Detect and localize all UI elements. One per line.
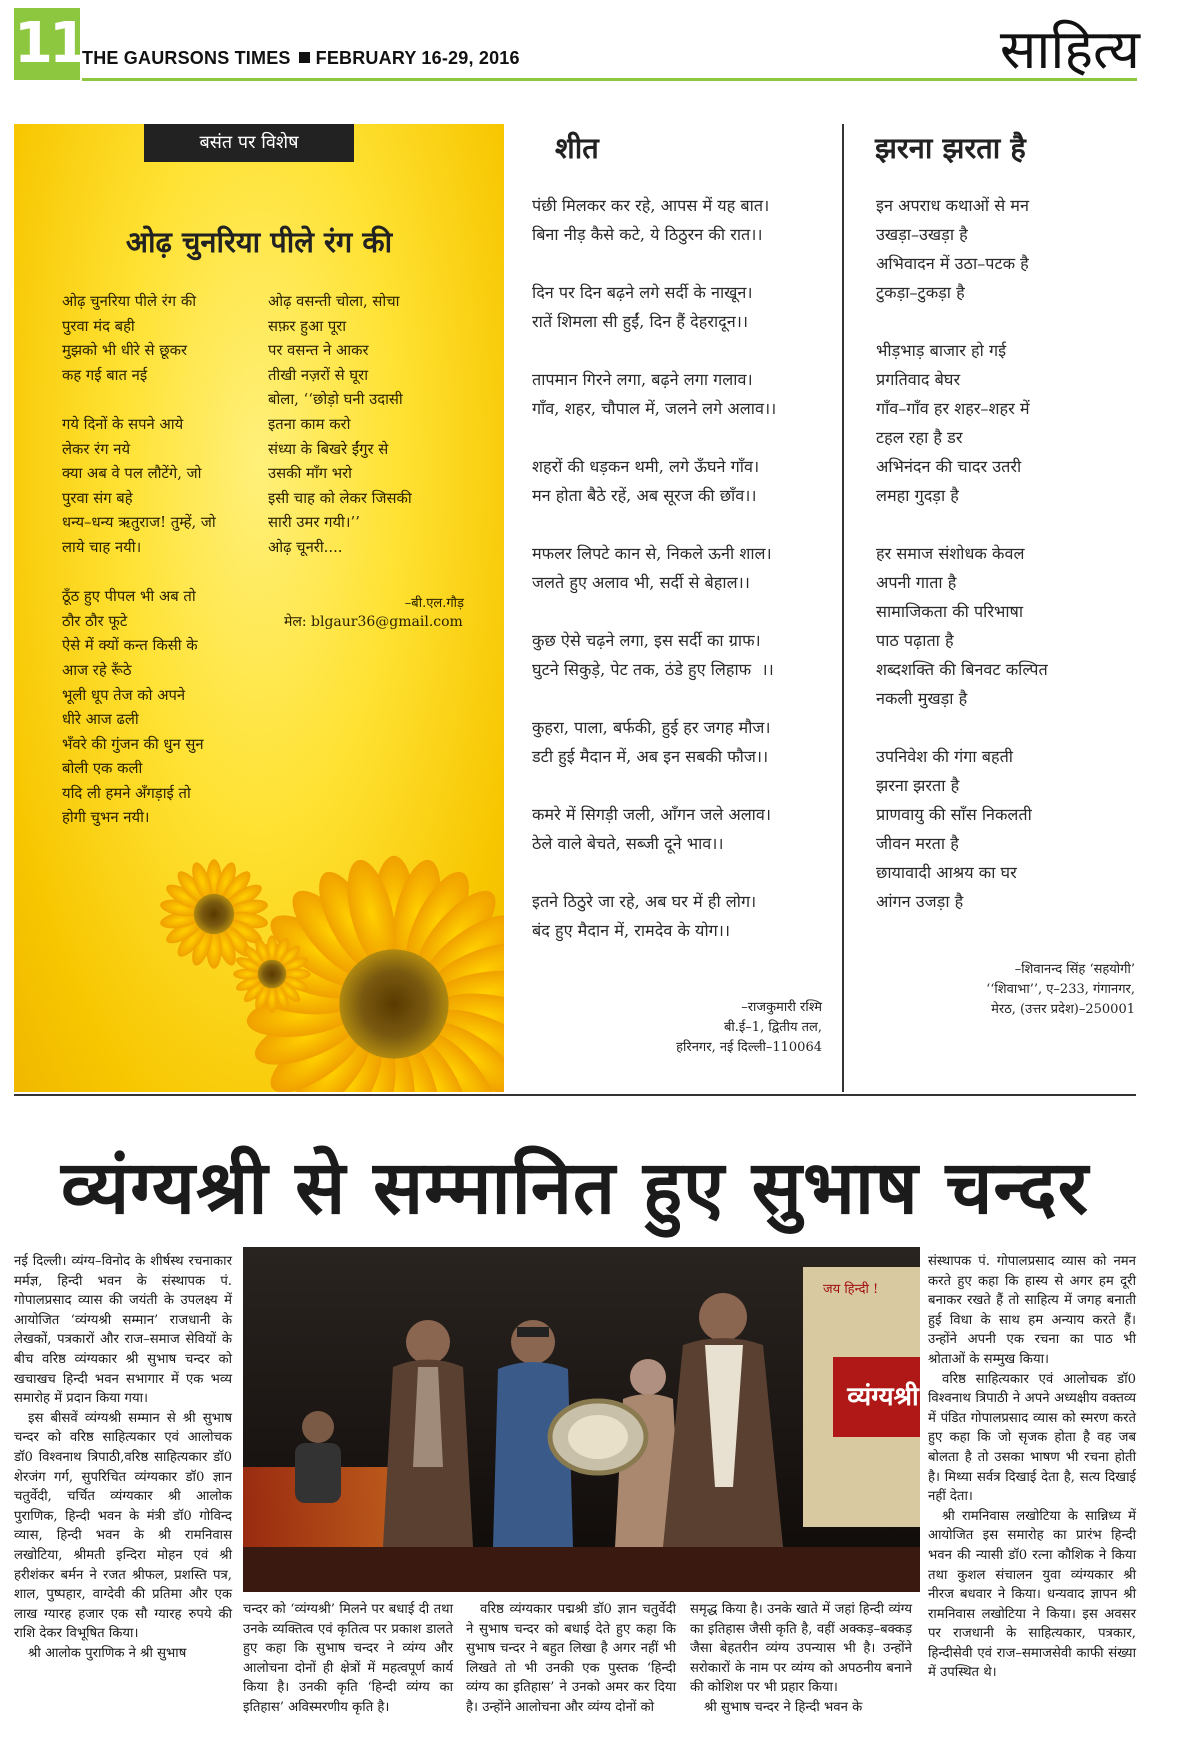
poem-line: गाँव, शहर, चौपाल में, जलने लगे अलाव।। (532, 399, 777, 418)
poem-line: मुझको भी धीरे से छूकर (62, 342, 188, 360)
poem-line: तापमान गिरने लगा, बढ़ने लगा गलाव। (532, 370, 753, 389)
stanza-break (532, 336, 776, 365)
article-para: संस्थापक पं. गोपालप्रसाद व्यास को नमन करते हुए कहा कि हास्य से अगर हम दूरी बनाकर रखते हैं तो साहित्य में जगह बनाती हुई विधा के साथ हम अन्याय करते हैं। उन्होंने अपनी एक रचना का पाठ भी श्रोताओं के सम्मुख किया। (928, 1254, 1136, 1367)
poem-title-jharna: झरना झरता है (875, 131, 1026, 165)
poem-line: –राजकुमारी रश्मि (741, 1000, 822, 1015)
photo-banner-text: व्यंग्यश्री (847, 1382, 919, 1412)
poem-line: नकली मुखड़ा है (876, 689, 968, 708)
stanza-break (532, 684, 776, 713)
masthead (82, 48, 520, 69)
poem-line: पाठ पढ़ाता है (876, 631, 954, 650)
poem-author: –बी.एल.गौड़ (404, 596, 464, 611)
poem-column-2 (268, 290, 412, 561)
masthead-title: THE GAURSONS TIMES (82, 48, 291, 68)
poem-line: घुटने सिकुड़े, पेट तक, ठंडे हुए लिहाफ ।। (532, 660, 774, 679)
stanza-break (876, 713, 1048, 742)
poem-line: हरिनगर, नई दिल्ली–110064 (676, 1040, 822, 1055)
poem-line: अभिनंदन की चादर उतरी (876, 457, 1022, 476)
header-rule (82, 78, 1137, 81)
article-para: श्री रामनिवास लखोटिया के सान्निध्य में आयोजित इस समारोह का प्रारंभ हिन्दी भवन की न्यासी डॉ0 रत्ना कौशिक ने किया तथा कुशल संचालन युवा व्यंग्यकार श्री नीरज बधवार ने किया। धन्यवाद ज्ञापन श्री रामनिवास लखोटिया ने किया। इस अवसर पर राजधानी के साहित्यकार, पत्रकार, हिन्दीसेवी एवं राज–समाजसेवी काफी संख्या में उपस्थित थे। (928, 1508, 1136, 1681)
poem-line: अभिवादन में उठा–पटक है (876, 254, 1029, 273)
poem-line: झरना झरता है (876, 776, 960, 795)
poem-credit-jharna (840, 960, 1135, 1020)
article-para: श्री सुभाष चन्दर ने हिन्दी भवन के (704, 1699, 863, 1715)
article-para: श्री आलोक पुराणिक ने श्री सुभाष (28, 1645, 187, 1661)
article-column-1 (14, 1252, 232, 1663)
poem-line: टुकड़ा–टुकड़ा है (876, 283, 965, 302)
poem-line: पर वसन्त ने आकर (268, 342, 369, 360)
poem-line: गाँव–गाँव हर शहर–शहर में (876, 399, 1030, 418)
article-para: समृद्ध किया है। उनके खाते में जहां हिन्दी व्यंग्य का इतिहास जैसी कृति है, वहीं अक्कड़–बक्कड़ जैसा बेहतरीन व्यंग्य उपन्यास भी है। उन्होंने सरोकारों के नाम पर व्यंग्य को अपठनीय बनाने की कोशिश पर भी प्रहार किया। (690, 1602, 912, 1696)
stanza-break (62, 388, 216, 413)
poem-line: ठौर ठौर फूटे (62, 612, 128, 630)
poem-line: धीरे आज ढली (62, 711, 139, 729)
poem-line: इसी चाह को लेकर जिसकी (268, 489, 412, 507)
article-column-4 (690, 1600, 912, 1718)
stanza-break (876, 510, 1048, 539)
poem-line: बी.ई–1, द्वितीय तल, (724, 1020, 822, 1035)
poem-line: उसकी माँग भरो (268, 465, 353, 483)
poem-line: लमहा गुदड़ा है (876, 486, 959, 505)
poem-line: सामाजिकता की परिभाषा (876, 602, 1024, 621)
poem-line: प्रगतिवाद बेघर (876, 370, 961, 389)
poem-line: रातें शिमला सी हुईं, दिन हैं देहरादून।। (532, 312, 749, 331)
poem-line: छायावादी आश्रय का घर (876, 863, 1017, 882)
stanza-break (532, 771, 776, 800)
masthead-date: FEBRUARY 16-29, 2016 (315, 48, 520, 68)
poem-line: ओढ़ चुनरिया पीले रंग की (62, 293, 197, 310)
article-para: चन्दर को ‘व्यंग्यश्री’ मिलने पर बधाई दी तथा उनके व्यक्तित्व एवं कृतित्व पर प्रकाश डालते हुए कहा कि सुभाष चन्दर ने व्यंग्य और आलोचना दोनों ही क्षेत्रों में महत्वपूर्ण कार्य किया है। उनकी कृति ‘हिन्दी व्यंग्य का इतिहास’ अविस्मरणीय कृति है। (243, 1602, 453, 1715)
stanza-break (532, 249, 776, 278)
article-para: वरिष्ठ साहित्यकार एवं आलोचक डॉ0 विश्वनाथ त्रिपाठी ने अपने अध्यक्षीय वक्तव्य में पंडित गोपालप्रसाद व्यास को स्मरण करते हुए कहा कि जो सृजक होता है वह जब बोलता है तो उसका भाषण भी रचना होती है। मिथ्या सर्वत्र दिखाई देता है, सत्य दिखाई नहीं देता। (928, 1371, 1136, 1505)
poem-line: आंगन उजड़ा है (876, 892, 964, 911)
poem-line: उखड़ा–उखड़ा है (876, 225, 968, 244)
stanza-break (532, 858, 776, 887)
poem-line: कुहरा, पाला, बर्फकी, हुई हर जगह मौज। (532, 718, 771, 737)
poem-line: गये दिनों के सपने आये (62, 415, 184, 433)
poem-line: उपनिवेश की गंगा बहती (876, 747, 1013, 766)
section-divider (14, 1094, 1136, 1096)
poem-panel-basant (14, 124, 504, 1092)
article-para: नई दिल्ली। व्यंग्य–विनोद के शीर्षस्थ रचनाकार मर्मज्ञ, हिन्दी भवन के संस्थापक पं. गोपालप्रसाद व्यास की जयंती के उपलक्ष्य में आयोजित ‘व्यंग्यश्री सम्मान’ राजधानी के लेखकों, पत्रकारों और राज–समाज सेवियों के बीच वरिष्ठ व्यंग्यकार श्री सुभाष चन्दर को खचाखच हिन्दी भवन सभागार में एक भव्य समारोह में प्रदान किया गया। (14, 1254, 232, 1407)
poem-line: बोली एक कली (62, 760, 143, 778)
poem-line: पुरवा संग बहे (62, 489, 133, 507)
poem-line: ठेले वाले बेचते, सब्जी दूने भाव।। (532, 834, 724, 853)
poem-line: भीड़भाड़ बाजार हो गई (876, 341, 1007, 360)
poem-line: सफ़र हुआ पूरा (268, 317, 347, 335)
award-photo (243, 1247, 920, 1592)
poem-credit-sheet (520, 998, 822, 1058)
poem-line: इतना काम करो (268, 415, 351, 433)
poem-line: मन होता बैठे रहें, अब सूरज की छाँव।। (532, 486, 757, 505)
poem-line: शहरों की धड़कन थमी, लगे ऊँघने गाँव। (532, 457, 760, 476)
poem-line: लेकर रंग नये (62, 440, 131, 458)
poem-author-email: मेल: blgaur36@gmail.com (284, 614, 463, 630)
poem-line: जीवन मरता है (876, 834, 959, 853)
poem-line: बिना नीड़ कैसे कटे, ये ठिठुरन की रात।। (532, 225, 763, 244)
poem-line: ओढ़ वसन्ती चोला, सोचा (268, 293, 400, 310)
poem-line: होगी चुभन नयी। (62, 809, 150, 827)
stanza-break (532, 597, 776, 626)
poem-line: जलते हुए अलाव भी, सर्दी से बेहाल।। (532, 573, 750, 592)
poem-line: क्या अब वे पल लौटेंगे, जो (62, 465, 202, 483)
poem-line: ओढ़ चूनरी.... (268, 538, 343, 556)
poem-title: ओढ़ चुनरिया पीले रंग की (125, 225, 393, 259)
poem-line: प्राणवायु की साँस निकलती (876, 805, 1032, 824)
stanza-break (876, 307, 1048, 336)
poem-line: –शिवानन्द सिंह ‘सहयोगी’ (1014, 962, 1135, 977)
poem-body-jharna (876, 191, 1048, 916)
stanza-break (62, 561, 216, 586)
article-para: वरिष्ठ व्यंग्यकार पद्मश्री डॉ0 ज्ञान चतुर्वेदी ने सुभाष चन्दर को बधाई देते हुए कहा कि सुभाष चन्दर ने बहुत लिखा है अगर नहीं भी लिखते तो भी उनकी एक पुस्तक ‘हिन्दी व्यंग्य का इतिहास’ ने उनको अमर कर दिया है। उन्होंने आलोचना और व्यंग्य दोनों को (466, 1602, 676, 1715)
poem-line: धन्य–धन्य ऋतुराज! तुम्हें, जो (62, 514, 216, 532)
poem-line: टहल रहा है डर (876, 428, 963, 447)
article-headline: व्यंग्यश्री से सम्मानित हुए सुभाष चन्दर (61, 1145, 1089, 1231)
poem-line: भूली धूप तेज को अपने (62, 686, 186, 704)
square-icon (299, 52, 310, 63)
sunflower-illustration (14, 824, 504, 1092)
poem-line: डटी हुई मैदान में, अब इन सबकी फौज।। (532, 747, 769, 766)
poem-title-sheet: शीत (555, 131, 599, 165)
poem-line: संध्या के बिखरे ईंगुर से (268, 440, 389, 458)
poem-line: इन अपराध कथाओं से मन (876, 196, 1029, 215)
poem-line: कह गई बात नई (62, 366, 148, 384)
poem-line: ‘‘शिवाभा’’, ए–233, गंगानगर, (986, 982, 1135, 997)
poem-line: अपनी गाता है (876, 573, 957, 592)
poem-line: सारी उमर गयी।’’ (268, 514, 360, 532)
section-title: साहित्य (999, 18, 1140, 81)
poem-line: पुरवा मंद बही (62, 317, 135, 335)
stanza-break (532, 423, 776, 452)
poem-line: हर समाज संशोधक केवल (876, 544, 1025, 563)
poem-line: तीखी नज़रों से घूरा (268, 366, 369, 384)
poem-line: शब्दशक्ति की बिनवट कल्पित (876, 660, 1048, 679)
poem-line: बोला, ‘‘छोड़ो घनी उदासी (268, 391, 403, 409)
poem-line: भँवरे की गुंजन की धुन सुन (62, 735, 204, 753)
poem-line: ऐसे में क्यों कन्त किसी के (62, 637, 198, 655)
poem-body-sheet (532, 191, 776, 945)
article-para: इस बीसवें व्यंग्यश्री सम्मान से श्री सुभाष चन्दर को वरिष्ठ साहित्यकार एवं आलोचक डॉ0 विश्वनाथ त्रिपाठी,वरिष्ठ साहित्यकार डॉ0 शेरजंग गर्ग, सुपरिचित व्यंग्यकार डॉ0 ज्ञान चतुर्वेदी, चर्चित व्यंग्यकार श्री आलोक पुराणिक, हिन्दी भवन के मंत्री डॉ0 गोविन्द व्यास, हिन्दी भवन के श्री रामनिवास लखोटिया, श्रीमती इन्दिरा मोहन एवं श्री हरीशंकर बर्मन ने रजत श्रीफल, प्रशस्ति पत्र, शाल, पुष्पहार, वाग्देवी की प्रतिमा और एक लाख ग्यारह हजार एक सौ ग्यारह रुपये की राशि देकर विभूषित किया। (14, 1410, 232, 1642)
poem-line: दिन पर दिन बढ़ने लगे सर्दी के नाखून। (532, 283, 753, 302)
poem-line: इतने ठिठुरे जा रहे, अब घर में ही लोग। (532, 892, 757, 911)
poem-line: यदि ली हमने अँगड़ाई तो (62, 784, 191, 802)
poem-line: आज रहे रूँठे (62, 661, 132, 679)
award-ceremony-photo (243, 1247, 920, 1592)
column-rule (842, 124, 844, 1092)
photo-sign-text: जय हिन्दी ! (823, 1282, 879, 1297)
poem-line: ठूँठ हुए पीपल भी अब तो (62, 588, 196, 606)
article-column-2 (243, 1600, 453, 1718)
poem-line: बंद हुए मैदान में, रामदेव के योग।। (532, 921, 731, 940)
article-column-3 (466, 1600, 676, 1718)
poem-line: मफलर लिपटे कान से, निकले ऊनी शाल। (532, 544, 772, 563)
article-column-5 (928, 1252, 1136, 1683)
poem-line: कुछ ऐसे चढ़ने लगा, इस सर्दी का ग्राफ। (532, 631, 761, 650)
special-tag: बसंत पर विशेष (144, 124, 354, 162)
poem-line: लाये चाह नयी। (62, 538, 142, 556)
page-number: 11 (14, 8, 80, 80)
poem-line: पंछी मिलकर कर रहे, आपस में यह बात। (532, 196, 770, 215)
poem-line: मेरठ, (उत्तर प्रदेश)–250001 (991, 1002, 1135, 1017)
poem-line: कमरे में सिगड़ी जली, आँगन जले अलाव। (532, 805, 772, 824)
stanza-break (532, 510, 776, 539)
poem-column-1 (62, 290, 216, 831)
